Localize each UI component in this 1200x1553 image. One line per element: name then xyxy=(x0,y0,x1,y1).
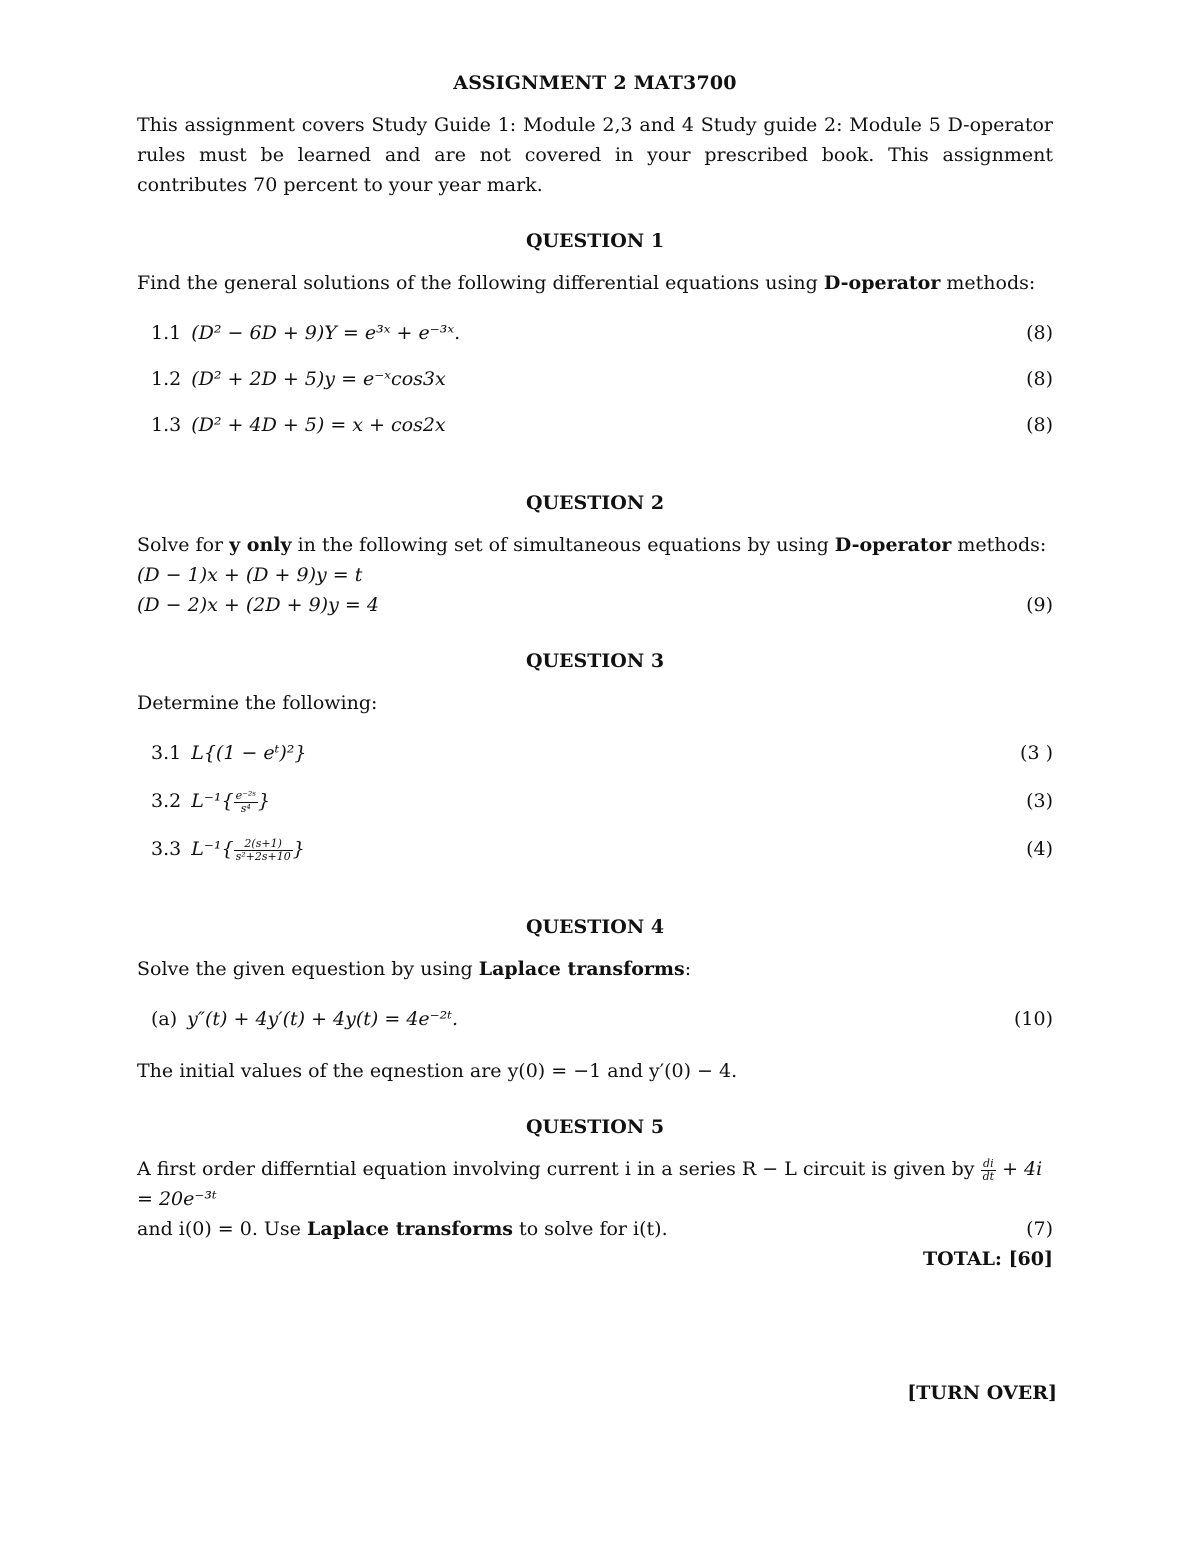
item-number: 3.1 xyxy=(151,742,182,764)
question-2-instruction-post: methods: xyxy=(951,534,1047,556)
question-5-text-2-post: to solve for i(t). xyxy=(513,1218,668,1240)
fraction xyxy=(234,838,293,863)
question-2-instruction-pre: Solve for xyxy=(137,534,230,556)
equation-text: (D − 2)x + (2D + 9)y = 4 xyxy=(137,594,379,616)
turn-over-label: [TURN OVER] xyxy=(907,1382,1057,1404)
question-1-2 xyxy=(137,364,1053,394)
expression-prefix: L⁻¹{ xyxy=(191,838,234,860)
question-5-line-1 xyxy=(137,1154,1053,1214)
question-2-instruction-bold-2: D-operator xyxy=(834,534,952,556)
item-expression: (D² − 6D + 9)Y = e³ˣ + e⁻³ˣ. xyxy=(191,322,461,344)
question-2-equation-1 xyxy=(137,560,1053,590)
question-5-text-2-pre: and i(0) = 0. Use xyxy=(137,1218,307,1240)
expression-suffix: } xyxy=(258,790,271,812)
assignment-page xyxy=(137,72,1053,1274)
question-2-equation-2 xyxy=(137,590,1053,620)
item-expression: (D² + 2D + 5)y = e⁻ˣcos3x xyxy=(191,368,446,390)
question-1-instruction-pre: Find the general solutions of the following differential equations using xyxy=(137,272,824,294)
question-3-1 xyxy=(137,738,1053,768)
item-expression: y″(t) + 4y′(t) + 4y(t) = 4e⁻²ᵗ. xyxy=(187,1008,459,1030)
fraction xyxy=(234,790,258,815)
item-marks: (8) xyxy=(1026,368,1053,390)
item-marks: (9) xyxy=(1026,594,1053,616)
question-3-instruction: Determine the following: xyxy=(137,692,378,714)
item-number: (a) xyxy=(151,1008,178,1030)
question-4-instruction xyxy=(137,954,1053,984)
item-marks: (3) xyxy=(1026,790,1053,812)
question-1-instruction xyxy=(137,268,1053,298)
question-2-instruction-bold-1: y only xyxy=(229,534,292,556)
question-2-instruction xyxy=(137,530,1053,560)
question-5-heading: QUESTION 5 xyxy=(525,1116,665,1138)
item-marks: (4) xyxy=(1026,838,1053,860)
question-4-a xyxy=(137,1004,1053,1034)
question-4-instruction-post: : xyxy=(684,958,692,980)
item-marks: (7) xyxy=(1026,1218,1053,1240)
question-5-text-post: + 4i = 20e⁻³ᵗ xyxy=(137,1158,1043,1210)
expression-suffix: } xyxy=(292,838,305,860)
question-1-instruction-post: methods: xyxy=(940,272,1036,294)
question-5-line-2 xyxy=(137,1214,1053,1244)
item-number: 1.1 xyxy=(151,322,182,344)
question-1-instruction-bold: D-operator xyxy=(823,272,941,294)
fraction-numerator: 2(s+1) xyxy=(234,838,293,851)
item-marks: (3 ) xyxy=(1020,742,1053,764)
item-marks: (8) xyxy=(1026,322,1053,344)
intro-paragraph: This assignment covers Study Guide 1: Module 2,3 and 4 Study guide 2: Module 5 D-operator rules must be learned and are not covered in your prescribed book. This assignment contributes 70 percent to your year mark. xyxy=(137,114,1053,196)
question-4-heading: QUESTION 4 xyxy=(525,916,665,938)
item-number: 3.2 xyxy=(151,790,182,812)
question-3-3 xyxy=(137,834,1053,864)
question-2-instruction-mid: in the following set of simultaneous equations by using xyxy=(291,534,835,556)
question-2-heading: QUESTION 2 xyxy=(525,492,665,514)
question-3-2 xyxy=(137,786,1053,816)
equation-text: (D − 1)x + (D + 9)y = t xyxy=(137,564,363,586)
question-5-text xyxy=(137,1154,1053,1214)
question-1-1 xyxy=(137,318,1053,348)
item-expression xyxy=(191,834,305,864)
item-expression: L{(1 − eᵗ)²} xyxy=(191,742,307,764)
fraction-denominator: s²+2s+10 xyxy=(235,849,291,863)
expression-prefix: L⁻¹{ xyxy=(191,790,234,812)
item-marks: (8) xyxy=(1026,414,1053,436)
fraction-denominator: dt xyxy=(982,1169,995,1183)
page-title: ASSIGNMENT 2 MAT3700 xyxy=(453,72,737,94)
fraction xyxy=(981,1158,996,1183)
item-number: 1.3 xyxy=(151,414,182,436)
item-expression xyxy=(191,786,270,816)
question-5-text-2 xyxy=(137,1214,668,1244)
fraction-numerator: e⁻²ˢ xyxy=(235,788,257,802)
item-expression: (D² + 4D + 5) = x + cos2x xyxy=(191,414,446,436)
question-5-text-2-bold: Laplace transforms xyxy=(306,1218,514,1240)
question-1-heading: QUESTION 1 xyxy=(525,230,665,252)
fraction-numerator: di xyxy=(981,1158,996,1171)
item-number: 3.3 xyxy=(151,838,182,860)
item-marks: (10) xyxy=(1013,1008,1053,1030)
question-4-instruction-pre: Solve the given equestion by using xyxy=(137,958,479,980)
total-marks: TOTAL: [60] xyxy=(923,1248,1053,1270)
question-1-3 xyxy=(137,410,1053,440)
item-number: 1.2 xyxy=(151,368,182,390)
question-3-heading: QUESTION 3 xyxy=(525,650,665,672)
fraction-denominator: s⁴ xyxy=(240,801,251,815)
question-4-initial-values: The initial values of the eqnestion are y(0) = −1 and y′(0) − 4. xyxy=(137,1060,738,1082)
question-5-text-pre: A first order differntial equation involving current i in a series R − L circuit is given by xyxy=(137,1158,981,1180)
question-4-instruction-bold: Laplace transforms xyxy=(478,958,685,980)
